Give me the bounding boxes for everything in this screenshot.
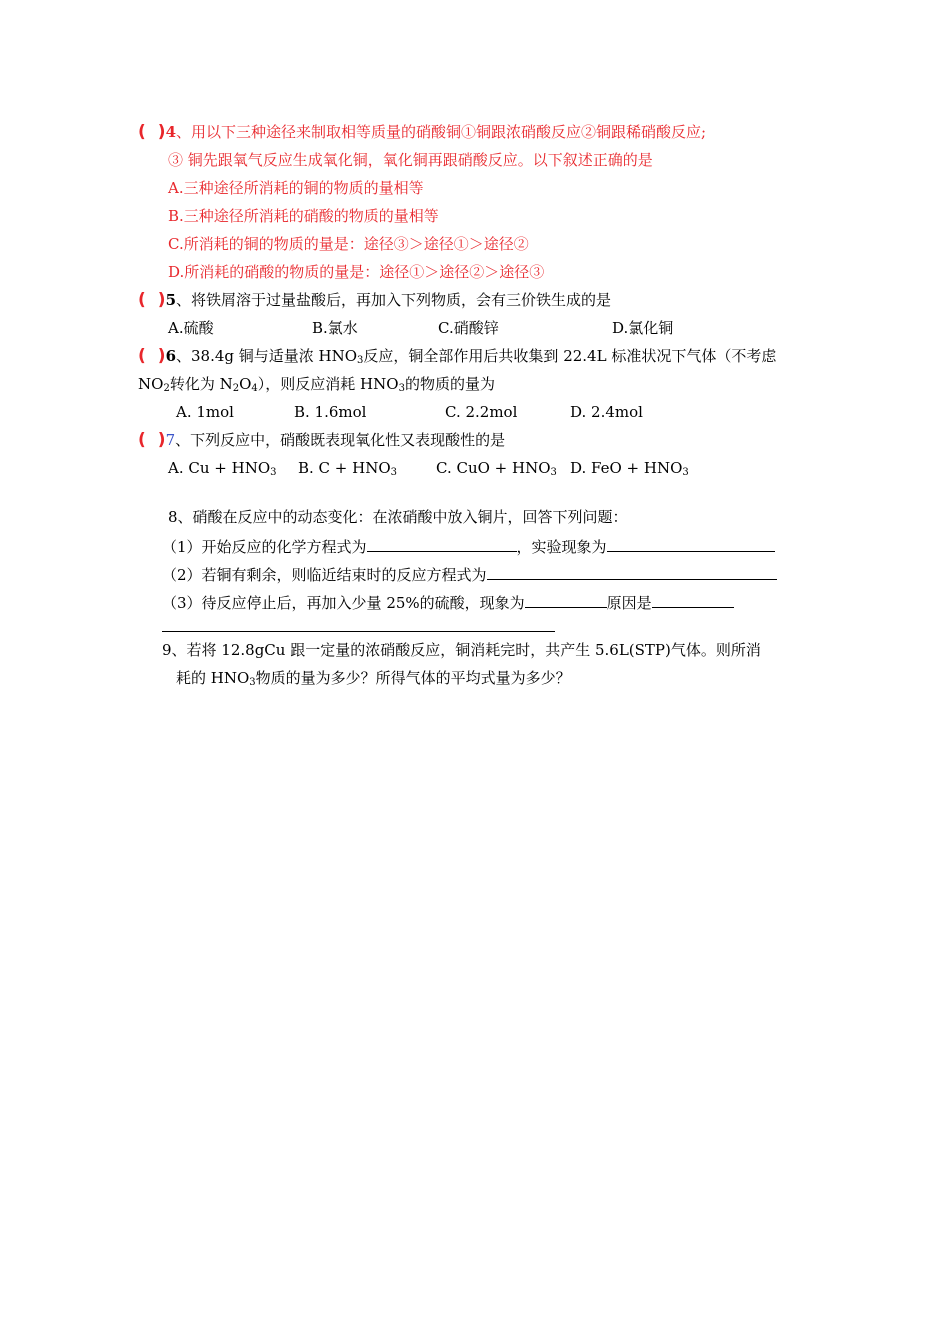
- question-6-option-b: B. 1.6mol: [294, 403, 367, 421]
- question-8-part-2: [162, 563, 777, 585]
- question-5-option-d: D.氯化铜: [612, 319, 674, 337]
- question-6-stem-a: 、38.4g 铜与适量浓 HNO: [176, 347, 358, 365]
- subscript: 3: [390, 467, 398, 478]
- question-7-stem: 、下列反应中，硝酸既表现氧化性又表现酸性的是: [175, 431, 506, 449]
- answer-blank-equation-2[interactable]: [487, 563, 777, 580]
- question-9-line2: [176, 668, 571, 688]
- question-8-part-3: [162, 591, 734, 613]
- answer-blank-reason-3[interactable]: [652, 591, 734, 608]
- answer-paren-open: (: [138, 122, 146, 142]
- question-8-part-1: [162, 535, 775, 557]
- question-4-option-b: B.三种途径所消耗的硝酸的物质的量相等: [168, 207, 439, 225]
- question-4-stem-line2: ③ 铜先跟氧气反应生成氧化铜，氧化铜再跟硝酸反应。以下叙述正确的是: [168, 151, 653, 169]
- answer-paren-close: ): [157, 346, 166, 366]
- answer-continuation-line[interactable]: [162, 631, 555, 632]
- question-9-text: 物质的量为多少？所得气体的平均式量为多少？: [255, 669, 571, 687]
- subscript: 3: [270, 467, 277, 478]
- subscript: 2: [232, 383, 240, 394]
- formula-text: O: [239, 375, 252, 393]
- answer-blank-phenomenon-1[interactable]: [607, 535, 775, 552]
- answer-paren-open: (: [138, 290, 146, 310]
- question-4-header: [138, 122, 706, 142]
- answer-paren-close: ): [157, 430, 166, 450]
- question-6-option-d: D. 2.4mol: [570, 403, 643, 421]
- question-5-option-b: B.氯水: [312, 319, 358, 337]
- question-6-option-a: A. 1mol: [176, 403, 234, 421]
- question-5-option-c: C.硝酸锌: [438, 319, 499, 337]
- answer-blank-phenomenon-3[interactable]: [525, 591, 607, 608]
- formula-text: NO: [138, 375, 164, 393]
- question-5-option-a: A.硫酸: [168, 319, 214, 337]
- question-number: 5: [165, 291, 176, 309]
- question-8-title: 8、硝酸在反应中的动态变化：在浓硝酸中放入铜片，回答下列问题：: [168, 508, 628, 526]
- formula-text: 转化为 N: [169, 375, 233, 393]
- question-separator: 、: [176, 123, 192, 141]
- question-9-line1: 9、若将 12.8gCu 跟一定量的浓硝酸反应，铜消耗完时，共产生 5.6L(STP)气体。则所消: [162, 641, 761, 659]
- subscript: 3: [398, 383, 405, 394]
- question-6-stem-line2: [138, 374, 495, 394]
- subscript: 4: [251, 383, 258, 394]
- question-number: 7: [165, 431, 176, 449]
- part-3-reason-prompt: 原因是: [606, 594, 652, 612]
- part-2-prompt: （2）若铜有剩余，则临近结束时的反应方程式为: [162, 566, 487, 584]
- subscript: 3: [682, 467, 689, 478]
- answer-paren-close: ): [157, 122, 166, 142]
- question-6-header: [138, 346, 776, 366]
- question-7-header: [138, 430, 505, 450]
- question-7-option-d: D. FeO + $HNO_3$: [570, 459, 689, 478]
- formula-text: 耗的 HNO: [176, 669, 250, 687]
- question-4-option-a: A.三种途径所消耗的铜的物质的量相等: [168, 179, 424, 197]
- subscript: 2: [163, 383, 170, 394]
- question-4-option-d: D.所消耗的硝酸的物质的量是：途径①＞途径②＞途径③: [168, 263, 545, 281]
- answer-paren-open: (: [138, 430, 146, 450]
- answer-paren-close: ): [157, 290, 166, 310]
- formula-text: 的物质的量为: [404, 375, 495, 393]
- subscript: 3: [249, 677, 256, 688]
- question-5-header: [138, 290, 611, 310]
- part-3-prompt: （3）待反应停止后，再加入少量 25%的硫酸，现象为: [162, 594, 525, 612]
- subscript: 3: [550, 467, 557, 478]
- question-number: 6: [165, 347, 176, 365]
- question-5-stem: 、将铁屑溶于过量盐酸后，再加入下列物质，会有三价铁生成的是: [176, 291, 612, 309]
- question-4-option-c: C.所消耗的铜的物质的量是：途径③＞途径①＞途径②: [168, 235, 529, 253]
- question-7-option-b: B. $C + HNO_3$: [298, 459, 398, 478]
- question-6-option-c: C. 2.2mol: [445, 403, 518, 421]
- answer-blank-equation-1[interactable]: [367, 535, 517, 552]
- question-6-stem-b: 反应，铜全部作用后共收集到 22.4L 标准状况下气体（不考虑: [363, 347, 777, 365]
- question-7-option-c: C. CuO + $HNO_3$: [436, 459, 557, 478]
- part-1-phenomenon-prompt: ，实验现象为: [516, 538, 607, 556]
- question-7-option-a: A. $Cu + HNO_3$: [168, 459, 277, 478]
- question-number: 4: [165, 123, 176, 141]
- answer-paren-open: (: [138, 346, 146, 366]
- part-1-prompt: （1）开始反应的化学方程式为: [162, 538, 367, 556]
- formula-text: ），则反应消耗 HNO: [257, 375, 399, 393]
- subscript: 3: [357, 355, 364, 366]
- question-4-stem-line1: 用以下三种途径来制取相等质量的硝酸铜①铜跟浓硝酸反应②铜跟稀硝酸反应;: [191, 123, 707, 141]
